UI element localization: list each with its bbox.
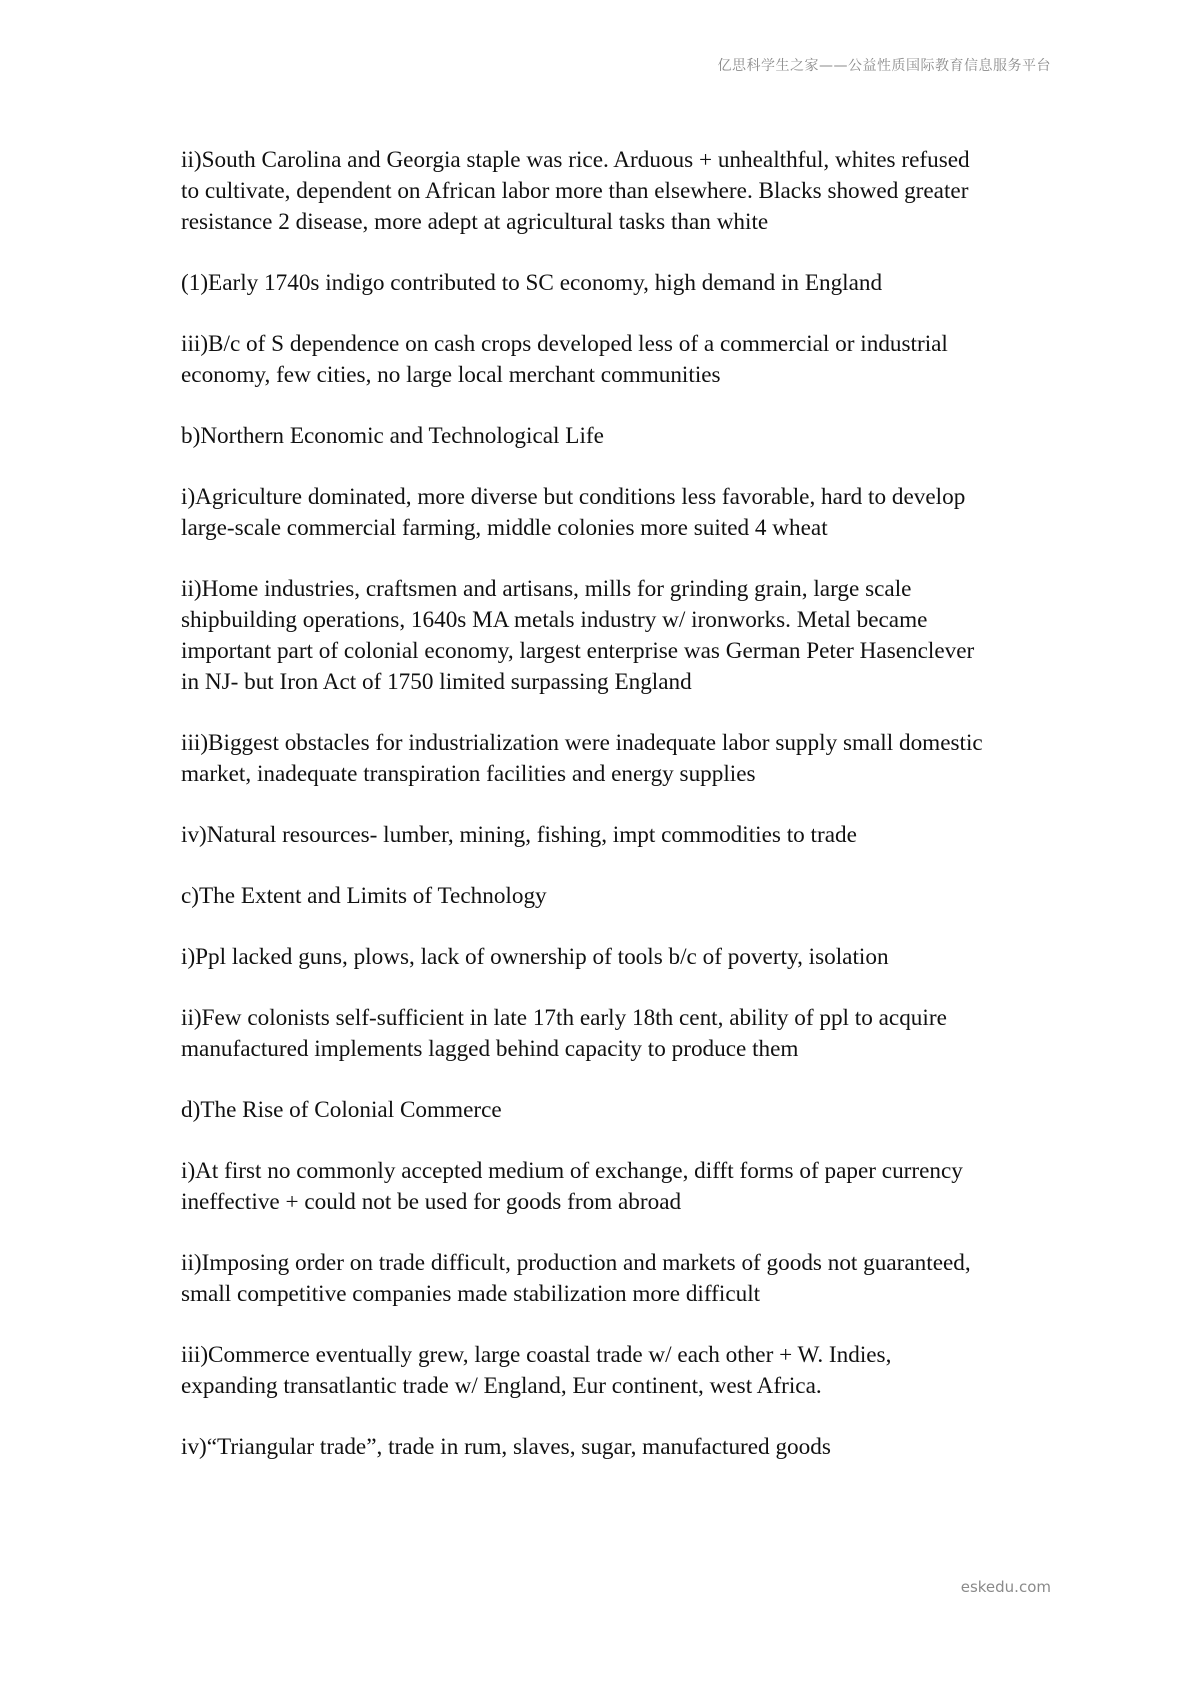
paragraph-home-industries: ii)Home industries, craftsmen and artisans, mills for grinding grain, large scale shipbuilding operations, 1640s MA metals industry w/ ironworks. Metal became important part of colonial economy, largest enterprise was German Peter Hasenclever in NJ- but Iron Act of 1750 limited surpassing England (181, 576, 975, 695)
paragraph-self-sufficiency: ii)Few colonists self-sufficient in late 17th early 18th cent, ability of ppl to acquire manufactured implements lagged behind capacity to produce them (181, 1005, 947, 1062)
section-heading-colonial-commerce: d)The Rise of Colonial Commerce (181, 1097, 502, 1123)
paragraph-industrialization-obstacles: iii)Biggest obstacles for industrialization were inadequate labor supply small domestic market, inadequate transpiration facilities and energy supplies (181, 730, 983, 787)
paragraph-lacked-tools: i)Ppl lacked guns, plows, lack of ownership of tools b/c of poverty, isolation (181, 944, 889, 970)
paragraph-trade-order: ii)Imposing order on trade difficult, production and markets of goods not guaranteed, small competitive companies made stabilization more difficult (181, 1250, 971, 1307)
paragraph-cash-crop-dependence: iii)B/c of S dependence on cash crops developed less of a commercial or industrial economy, few cities, no large local merchant communities (181, 331, 948, 388)
section-heading-technology-limits: c)The Extent and Limits of Technology (181, 883, 547, 909)
page-header-site-title: 亿思科学生之家——公益性质国际教育信息服务平台 (717, 58, 1051, 74)
paragraph-commerce-growth: iii)Commerce eventually grew, large coastal trade w/ each other + W. Indies, expanding transatlantic trade w/ England, Eur continent, west Africa. (181, 1342, 892, 1399)
paragraph-natural-resources: iv)Natural resources- lumber, mining, fishing, impt commodities to trade (181, 822, 857, 848)
page-footer-site-domain: eskedu.com (960, 1578, 1051, 1596)
paragraph-medium-of-exchange: i)At first no commonly accepted medium of exchange, difft forms of paper currency ineffective + could not be used for goods from abroad (181, 1158, 963, 1215)
section-heading-northern-economy: b)Northern Economic and Technological Life (181, 423, 604, 449)
paragraph-indigo: (1)Early 1740s indigo contributed to SC economy, high demand in England (181, 270, 883, 296)
paragraph-rice-staple: ii)South Carolina and Georgia staple was rice. Arduous + unhealthful, whites refused to cultivate, dependent on African labor more than elsewhere. Blacks showed greater resistance 2 disease, more adept at agricultural tasks than white (181, 147, 970, 235)
paragraph-triangular-trade: iv)“Triangular trade”, trade in rum, slaves, sugar, manufactured goods (181, 1434, 831, 1460)
document-body (181, 145, 1021, 1493)
paragraph-agriculture: i)Agriculture dominated, more diverse but conditions less favorable, hard to develop large-scale commercial farming, middle colonies more suited 4 wheat (181, 484, 966, 541)
